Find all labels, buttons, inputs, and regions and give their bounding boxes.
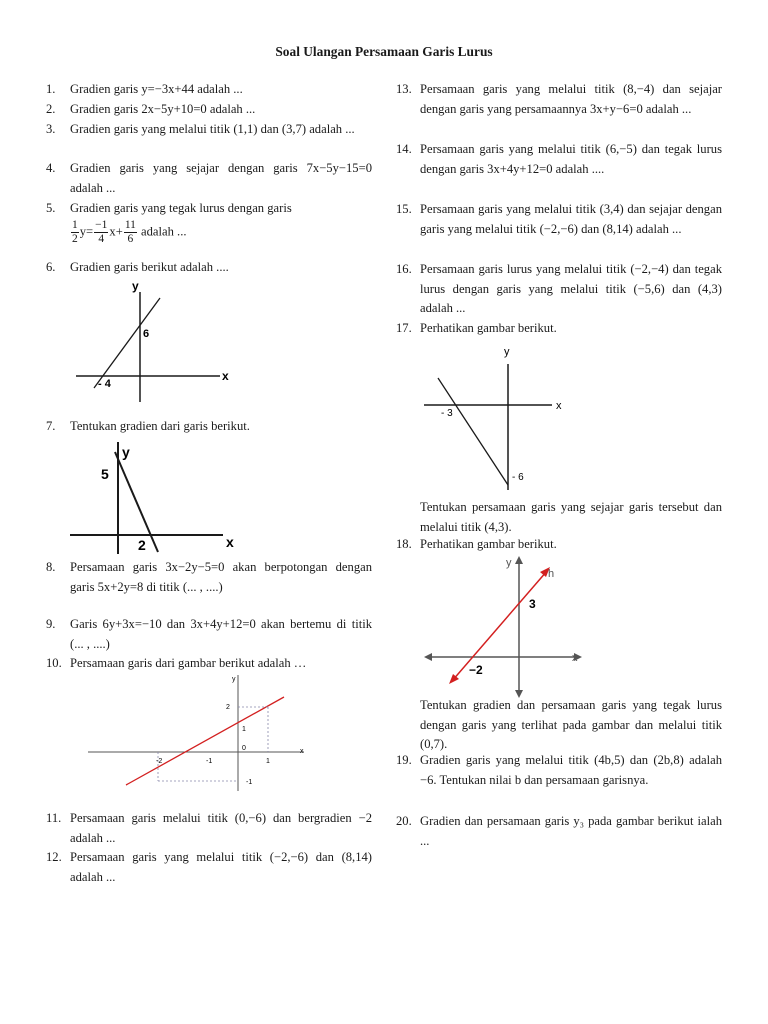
svg-text:- 6: - 6 <box>512 472 524 483</box>
svg-text:6: 6 <box>143 328 150 340</box>
graph-q18 <box>422 553 592 698</box>
svg-text:0: 0 <box>242 745 246 752</box>
svg-text:y: y <box>122 444 130 460</box>
svg-text:5: 5 <box>101 466 109 482</box>
page-title: Soal Ulangan Persamaan Garis Lurus <box>275 44 493 59</box>
svg-text:x: x <box>572 652 578 664</box>
svg-text:3: 3 <box>529 597 536 611</box>
svg-text:-1: -1 <box>206 758 213 765</box>
svg-text:2: 2 <box>226 704 230 711</box>
graph-q6 <box>72 278 232 403</box>
svg-text:y: y <box>132 279 139 293</box>
graph-q10 <box>84 673 314 793</box>
graph-q17 <box>420 342 580 492</box>
svg-text:h: h <box>548 568 555 580</box>
question-17-follow: Tentukan persamaan garis yang sejajar garis tersebut dan melalui titik (4,3). <box>420 500 722 534</box>
svg-text:y: y <box>232 676 236 683</box>
svg-text:1: 1 <box>242 726 246 733</box>
svg-text:2: 2 <box>138 537 146 553</box>
svg-text:1: 1 <box>266 758 270 765</box>
svg-text:y: y <box>506 557 512 569</box>
svg-text:y: y <box>504 346 510 358</box>
svg-text:x: x <box>222 369 229 383</box>
svg-text:-1: -1 <box>246 779 253 786</box>
svg-text:x: x <box>556 400 562 412</box>
svg-text:−2: −2 <box>469 663 483 677</box>
svg-text:-2: -2 <box>156 758 163 765</box>
svg-text:- 3: - 3 <box>441 408 453 419</box>
graph-q7 <box>68 440 248 555</box>
equation-q5: $\frac{1}{2}$ y= $\frac{-1}{4}$ x+ $\frac{11}{6}$ adalah ... <box>72 219 187 245</box>
question-18-follow: Tentukan gradien dan persamaan garis yang tegak lurus dengan garis yang terlihat pada gambar dan melalui titik (0,7). <box>420 698 722 752</box>
svg-text:x: x <box>226 534 234 550</box>
svg-text:x: x <box>300 748 304 755</box>
svg-text:- 4: - 4 <box>98 378 111 390</box>
